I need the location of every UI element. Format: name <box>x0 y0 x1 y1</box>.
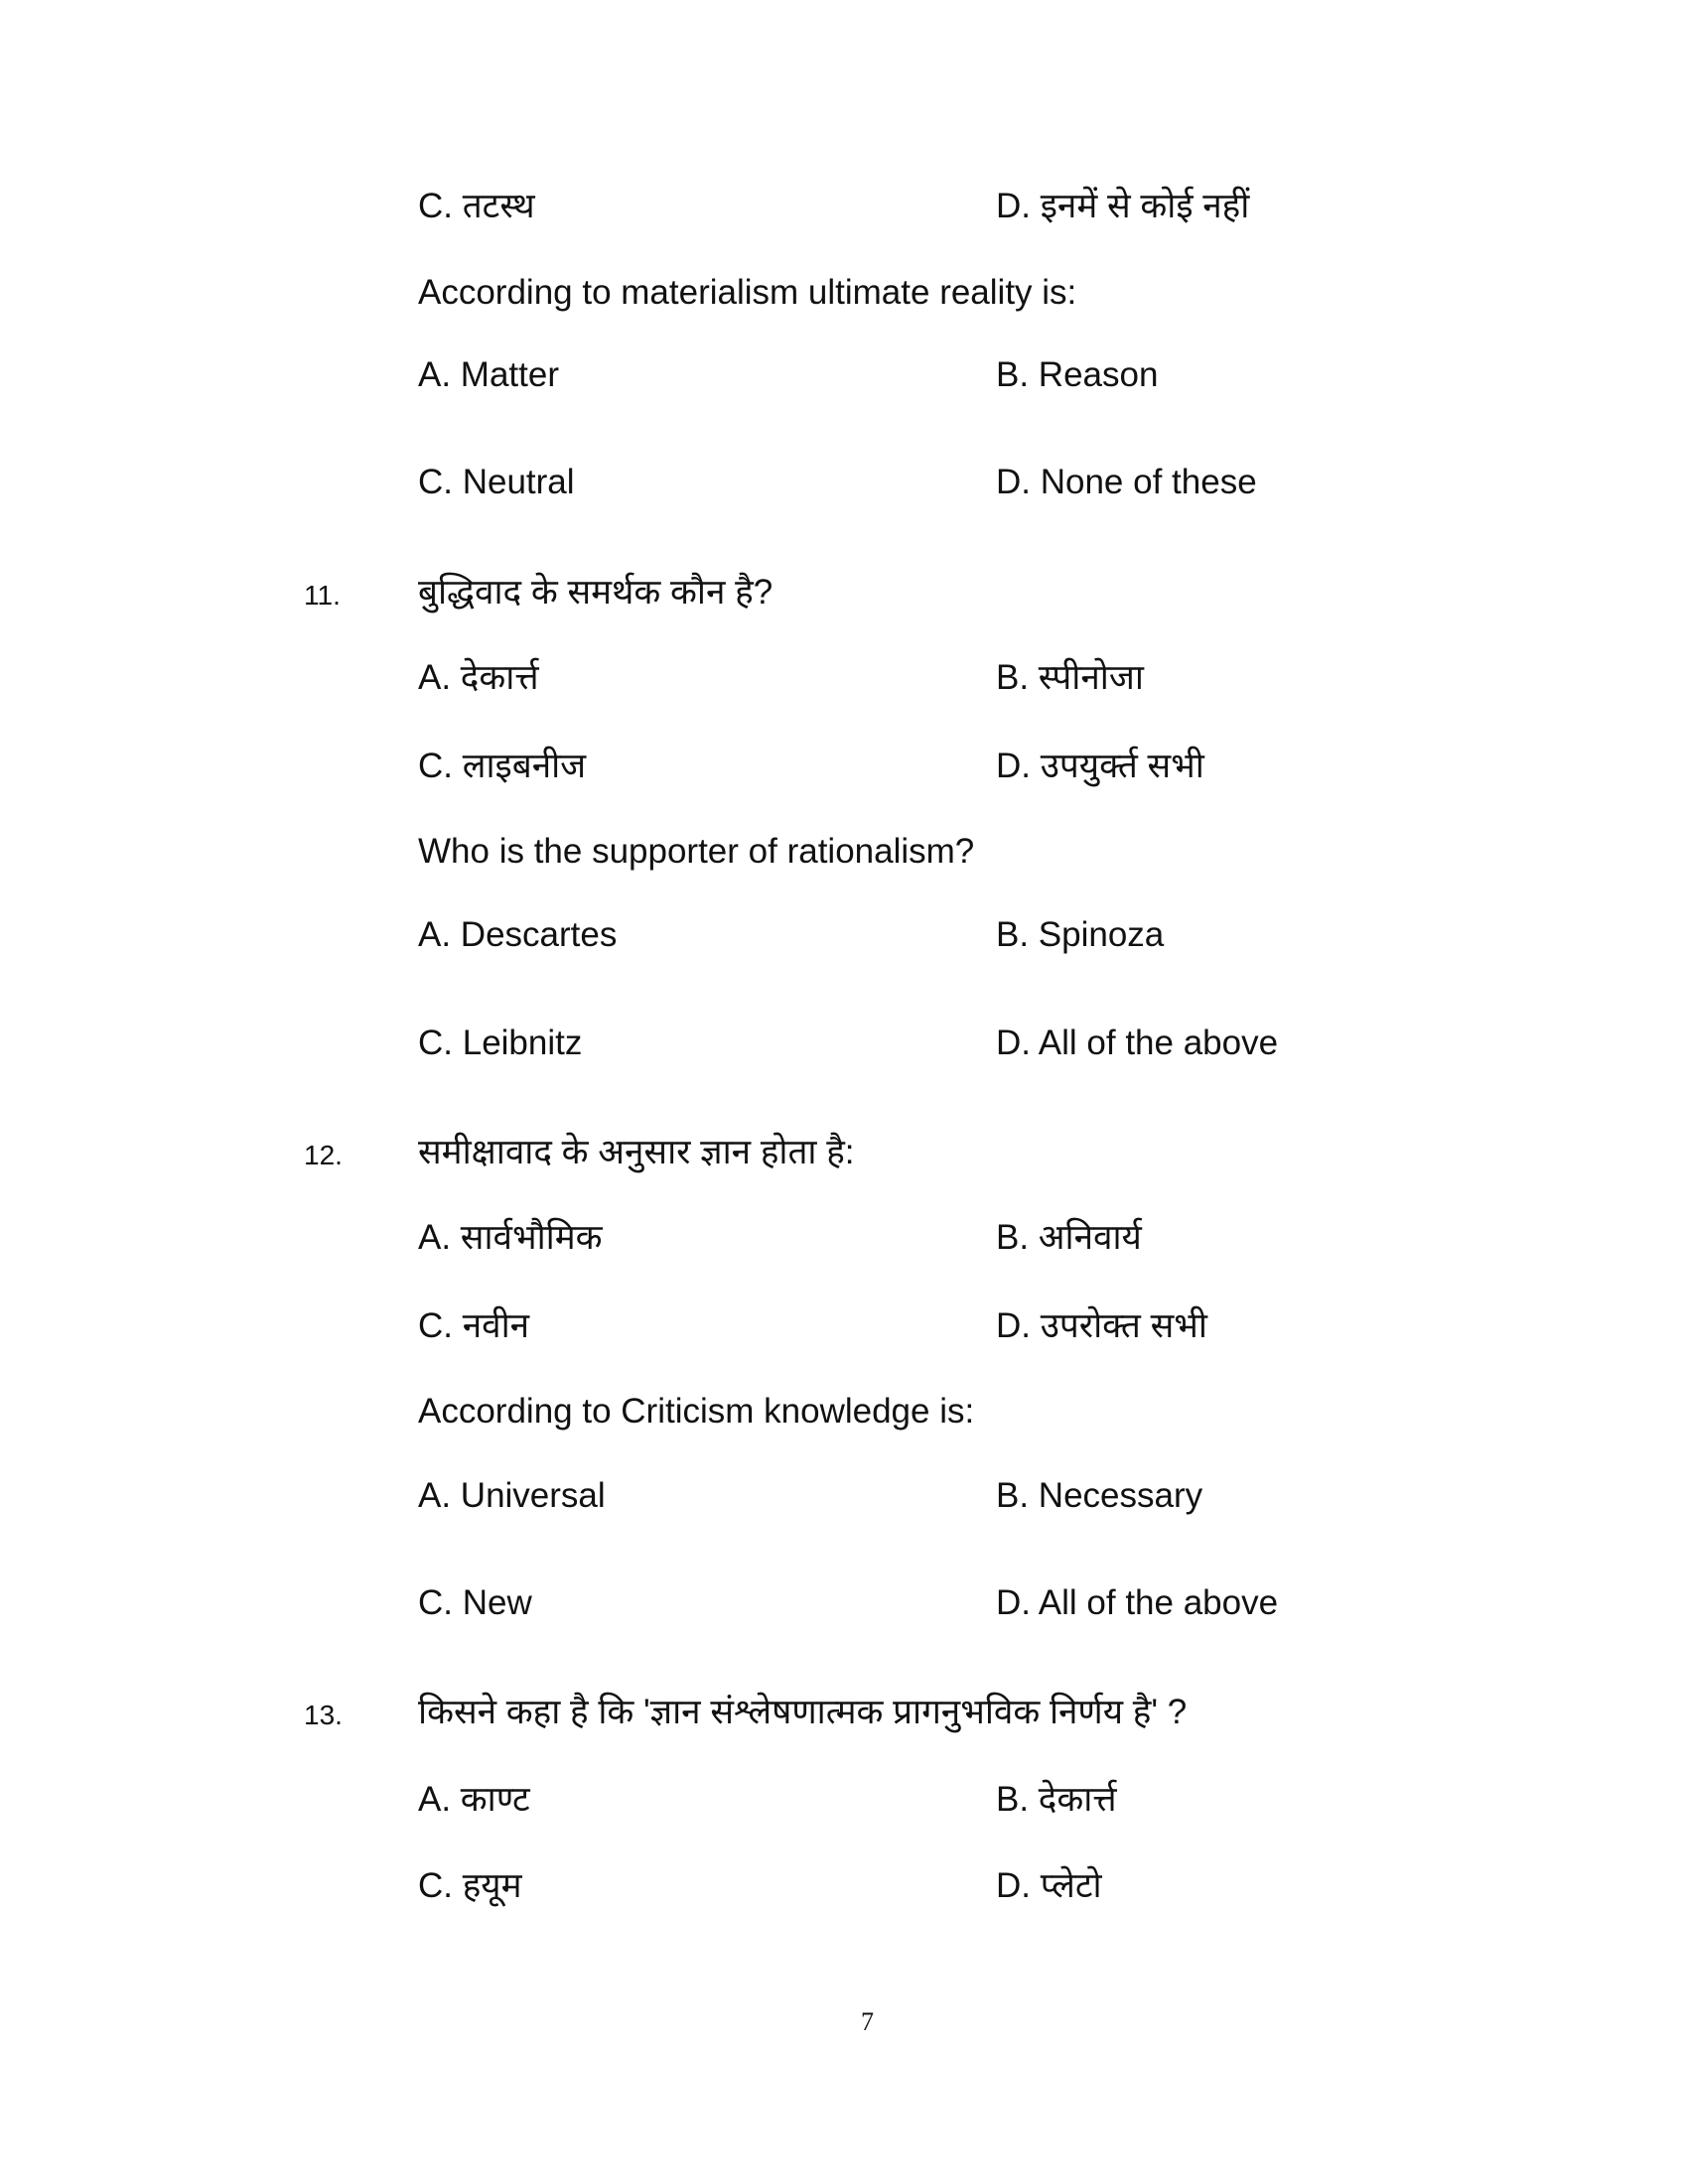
q11-en-question: Who is the supporter of rationalism? <box>418 832 975 871</box>
q12-en-question: According to Criticism knowledge is: <box>418 1392 975 1431</box>
q13-hi-option-d: D. प्लेटो <box>996 1866 1102 1905</box>
q12-en-option-a: A. Universal <box>418 1476 606 1515</box>
page-number: 7 <box>861 2007 874 2036</box>
q11-hi-option-b: B. स्पीनोजा <box>996 658 1144 697</box>
q13-hi-option-a: A. काण्ट <box>418 1780 530 1819</box>
q12-number: 12. <box>304 1140 343 1170</box>
q12-hi-option-a: A. सार्वभौमिक <box>418 1218 603 1257</box>
q12-hi-option-c: C. नवीन <box>418 1306 530 1345</box>
q11-hi-option-c: C. लाइबनीज <box>418 747 587 785</box>
q10-en-option-d: D. None of these <box>996 463 1257 501</box>
q11-en-option-a: A. Descartes <box>418 915 618 954</box>
q12-en-option-b: B. Necessary <box>996 1476 1203 1515</box>
q12-en-option-d: D. All of the above <box>996 1583 1279 1622</box>
q11-number: 11. <box>304 580 341 611</box>
q10-en-option-c: C. Neutral <box>418 463 575 501</box>
q13-hi-option-c: C. हयूम <box>418 1866 522 1905</box>
q13-number: 13. <box>304 1700 343 1730</box>
q10-en-option-a: A. Matter <box>418 355 559 394</box>
q11-en-option-c: C. Leibnitz <box>418 1024 583 1062</box>
q11-hi-option-a: A. देकार्त्त <box>418 658 539 697</box>
q13-hi-option-b: B. देकार्त्त <box>996 1780 1117 1819</box>
q11-en-option-d: D. All of the above <box>996 1024 1279 1062</box>
q11-hi-question: बुद्धिवाद के समर्थक कौन है? <box>418 573 774 612</box>
q10-en-option-b: B. Reason <box>996 355 1159 394</box>
q11-hi-option-d: D. उपयुर्क्त सभी <box>996 747 1204 785</box>
q10-en-question: According to materialism ultimate reality is: <box>418 273 1077 312</box>
q10-hi-option-d: D. इनमें से कोई नहीं <box>996 187 1250 225</box>
q12-en-option-c: C. New <box>418 1583 532 1622</box>
q10-hi-option-c: C. तटस्थ <box>418 187 535 225</box>
q11-en-option-b: B. Spinoza <box>996 915 1165 954</box>
q12-hi-option-b: B. अनिवार्य <box>996 1218 1142 1257</box>
q12-hi-question: समीक्षावाद के अनुसार ज्ञान होता है: <box>418 1133 855 1171</box>
q12-hi-option-d: D. उपरोक्त सभी <box>996 1306 1207 1345</box>
q13-hi-question: किसने कहा है कि 'ज्ञान संश्लेषणात्मक प्रागनुभविक निर्णय है' ? <box>418 1693 1188 1731</box>
